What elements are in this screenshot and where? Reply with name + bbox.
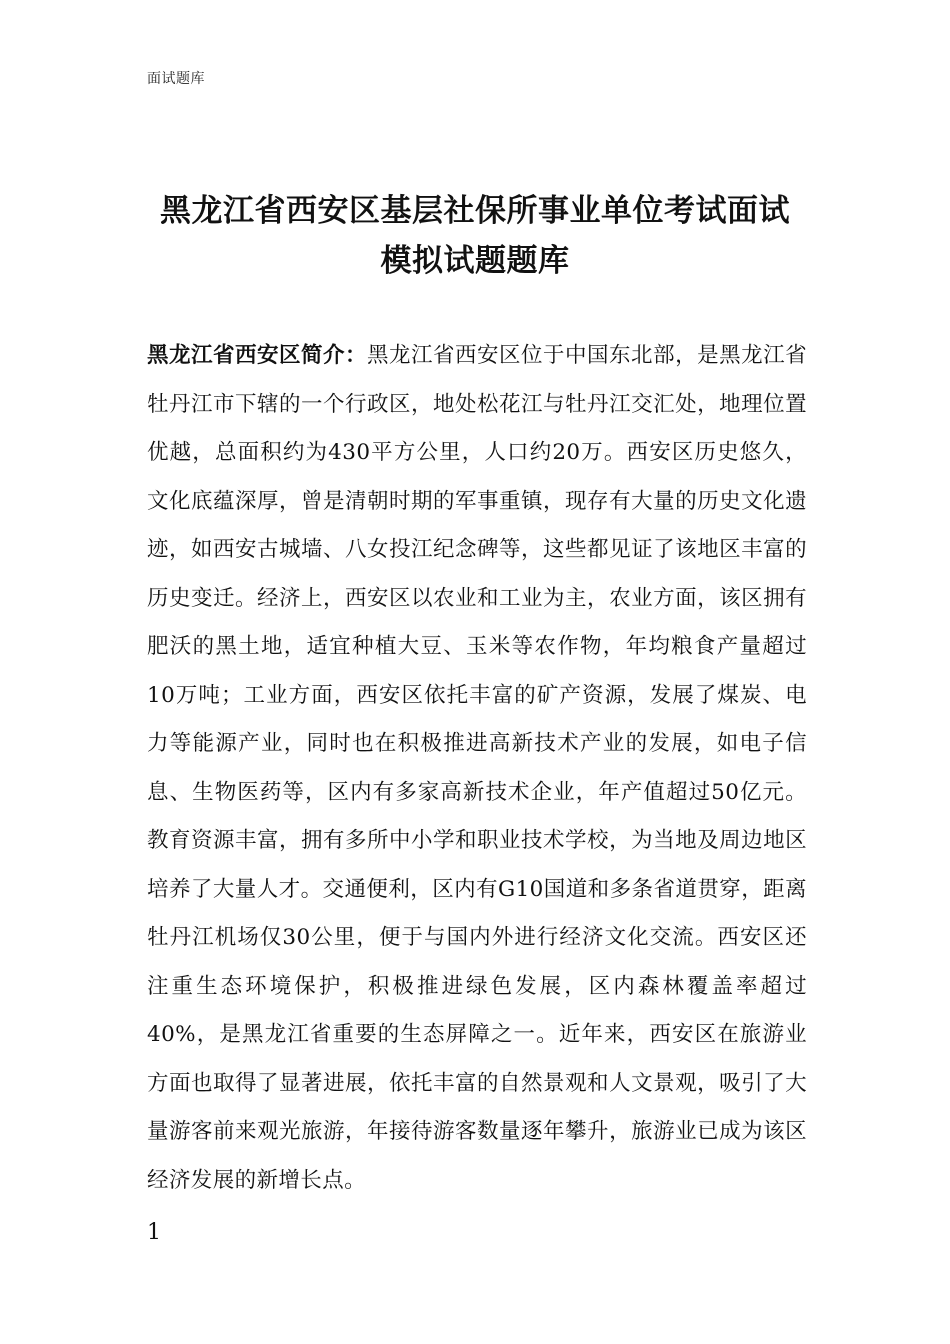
- page-header: 面试题库: [147, 71, 205, 87]
- page-number: 1: [147, 1220, 161, 1245]
- document-title-line-2: 模拟试题题库: [380, 243, 570, 279]
- document-title-line-1: 黑龙江省西安区基层社保所事业单位考试面试: [160, 193, 790, 229]
- intro-paragraph: [147, 332, 807, 1205]
- intro-label: 黑龙江省西安区简介：: [147, 343, 368, 368]
- intro-body: 黑龙江省西安区位于中国东北部，是黑龙江省牡丹江市下辖的一个行政区，地处松花江与牡丹江交汇处，地理位置优越，总面积约为430平方公里，人口约20万。西安区历史悠久，文化底蕴深厚，曾是清朝时期的军事重镇，现存有大量的历史文化遗迹，如西安古城墙、八女投江纪念碑等，这些都见证了该地区丰富的历史变迁。经济上，西安区以农业和工业为主，农业方面，该区拥有肥沃的黑土地，适宜种植大豆、玉米等农作物，年均粮食产量超过10万吨；工业方面，西安区依托丰富的矿产资源，发展了煤炭、电力等能源产业，同时也在积极推进高新技术产业的发展，如电子信息、生物医药等，区内有多家高新技术企业，年产值超过50亿元。教育资源丰富，拥有多所中小学和职业技术学校，为当地及周边地区培养了大量人才。交通便利，区内有G10国道和多条省道贯穿，距离牡丹江机场仅30公里，便于与国内外进行经济文化交流。西安区还注重生态环境保护，积极推进绿色发展，区内森林覆盖率超过40%，是黑龙江省重要的生态屏障之一。近年来，西安区在旅游业方面也取得了显著进展，依托丰富的自然景观和人文景观，吸引了大量游客前来观光旅游，年接待游客数量逐年攀升，旅游业已成为该区经济发展的新增长点。: [147, 343, 807, 1193]
